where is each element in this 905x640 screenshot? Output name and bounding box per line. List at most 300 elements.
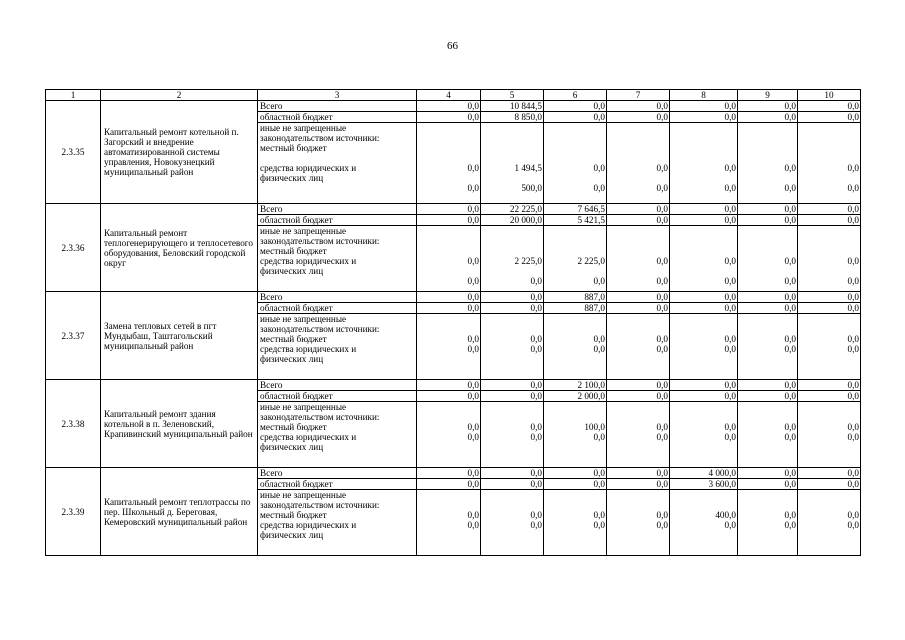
value-line	[738, 246, 797, 256]
source-line: средства юридических и	[260, 520, 357, 530]
value-line: 0,0	[847, 344, 859, 354]
value-line	[481, 173, 543, 183]
value-line: 0,0	[467, 163, 479, 173]
value-line	[481, 143, 543, 153]
value-line: 2 225,0	[577, 256, 605, 266]
value-cell: 4 000,0	[670, 468, 738, 479]
value-cell: 0,0	[481, 391, 544, 402]
column-header: 7	[607, 90, 670, 101]
value-cell: 0,0	[670, 391, 738, 402]
funding-source: областной бюджет	[258, 112, 417, 123]
item-code: 2.3.39	[46, 468, 101, 556]
value-line: 0,0	[656, 432, 668, 442]
value-line	[670, 324, 737, 334]
value-line: 0,0	[656, 183, 668, 193]
value-line: 0,0	[724, 520, 736, 530]
value-line	[481, 412, 543, 422]
value-line	[798, 266, 860, 276]
value-cell: 0,0	[670, 215, 738, 226]
value-cell: 0,0	[417, 391, 481, 402]
value-line	[798, 193, 860, 203]
value-line: 0,0	[467, 183, 479, 193]
value-line: 0,0	[724, 256, 736, 266]
value-cell: 0,0	[544, 479, 607, 490]
value-cell: 0,0	[670, 292, 738, 303]
value-cell: 0,0	[607, 101, 670, 112]
value-line	[738, 143, 797, 153]
value-line	[544, 354, 606, 364]
value-line: 0,0	[593, 344, 605, 354]
value-line	[798, 314, 860, 324]
source-line: законодательством источники:	[260, 324, 380, 334]
source-line	[260, 153, 414, 163]
source-line: физических лиц	[260, 173, 324, 183]
value-cell: 0,0	[417, 380, 481, 391]
value-line	[798, 530, 860, 540]
value-line: 0,0	[593, 432, 605, 442]
value-cell: 0,0	[607, 204, 670, 215]
source-line: иные не запрещенные	[260, 314, 347, 324]
value-line: 0,0	[593, 183, 605, 193]
funding-source: Всего	[258, 101, 417, 112]
value-line: 400,0	[715, 510, 736, 520]
value-line	[738, 490, 797, 500]
table-row	[46, 380, 861, 391]
value-cell: 0,0	[798, 112, 861, 123]
value-line: 0,0	[784, 183, 796, 193]
value-cell: 0,0	[481, 380, 544, 391]
funding-source: Всего	[258, 204, 417, 215]
value-line	[544, 412, 606, 422]
value-line: 0,0	[724, 432, 736, 442]
value-line: 0,0	[467, 432, 479, 442]
value-line	[481, 354, 543, 364]
value-line	[544, 236, 606, 246]
column-header: 5	[481, 90, 544, 101]
value-line	[607, 173, 669, 183]
value-line: 0,0	[467, 276, 479, 286]
value-line	[544, 530, 606, 540]
value-cell	[798, 402, 861, 468]
value-cell: 7 646,5	[544, 204, 607, 215]
value-line	[607, 490, 669, 500]
value-line	[607, 314, 669, 324]
value-line	[417, 442, 480, 452]
funding-source: Всего	[258, 468, 417, 479]
value-line	[481, 442, 543, 452]
value-line: 0,0	[656, 276, 668, 286]
source-line: местный бюджет	[260, 422, 327, 432]
funding-source: областной бюджет	[258, 479, 417, 490]
value-line	[544, 133, 606, 143]
value-cell	[738, 226, 798, 292]
value-line	[481, 153, 543, 163]
value-line	[738, 412, 797, 422]
value-line: 0,0	[593, 510, 605, 520]
column-header: 3	[258, 90, 417, 101]
value-line: 0,0	[467, 520, 479, 530]
value-line: 0,0	[847, 422, 859, 432]
value-line	[481, 530, 543, 540]
value-cell: 0,0	[607, 215, 670, 226]
value-cell: 0,0	[670, 101, 738, 112]
value-line	[670, 123, 737, 133]
value-line	[670, 402, 737, 412]
value-cell: 0,0	[798, 380, 861, 391]
value-line	[417, 412, 480, 422]
value-line	[481, 402, 543, 412]
value-cell: 0,0	[607, 303, 670, 314]
value-line	[544, 266, 606, 276]
value-line	[738, 354, 797, 364]
value-cell: 0,0	[798, 292, 861, 303]
value-line	[417, 246, 480, 256]
value-cell: 0,0	[417, 303, 481, 314]
value-cell	[670, 226, 738, 292]
value-line	[670, 442, 737, 452]
value-cell	[670, 402, 738, 468]
value-line: 0,0	[530, 510, 542, 520]
funding-source: областной бюджет	[258, 391, 417, 402]
table-row	[46, 101, 861, 112]
value-cell: 0,0	[607, 479, 670, 490]
column-number-row	[46, 90, 861, 101]
value-line	[607, 133, 669, 143]
value-cell: 0,0	[481, 292, 544, 303]
value-line	[417, 500, 480, 510]
item-name: Капитальный ремонт здания котельной в п. Зеленовский, Крапивинский муниципальный район	[101, 380, 258, 468]
value-line	[417, 123, 480, 133]
value-line	[798, 490, 860, 500]
value-line	[738, 133, 797, 143]
value-line	[544, 153, 606, 163]
table-row	[46, 292, 861, 303]
value-line: 0,0	[847, 334, 859, 344]
value-cell: 0,0	[738, 380, 798, 391]
value-line: 500,0	[521, 183, 542, 193]
value-line: 1 494,5	[514, 163, 542, 173]
table-row	[46, 468, 861, 479]
value-line	[607, 226, 669, 236]
value-line	[544, 193, 606, 203]
value-line	[798, 226, 860, 236]
value-cell: 0,0	[670, 204, 738, 215]
source-line: физических лиц	[260, 266, 324, 276]
funding-source: Всего	[258, 292, 417, 303]
value-cell: 0,0	[417, 112, 481, 123]
value-line	[670, 354, 737, 364]
value-cell: 0,0	[607, 468, 670, 479]
value-line: 0,0	[656, 256, 668, 266]
source-line: средства юридических и	[260, 344, 357, 354]
value-cell	[670, 490, 738, 556]
value-line	[670, 173, 737, 183]
value-line: 0,0	[724, 163, 736, 173]
value-cell: 0,0	[798, 479, 861, 490]
source-line: местный бюджет	[260, 143, 327, 153]
value-cell	[544, 123, 607, 204]
value-line	[670, 153, 737, 163]
value-cell: 0,0	[798, 101, 861, 112]
value-line	[670, 236, 737, 246]
value-cell	[417, 490, 481, 556]
value-line	[544, 442, 606, 452]
value-line	[798, 412, 860, 422]
value-line	[417, 193, 480, 203]
funding-source-other	[258, 123, 417, 204]
value-cell: 3 600,0	[670, 479, 738, 490]
value-cell: 887,0	[544, 303, 607, 314]
value-line	[670, 193, 737, 203]
value-line	[607, 500, 669, 510]
value-line	[481, 490, 543, 500]
column-header: 8	[670, 90, 738, 101]
value-cell: 2 000,0	[544, 391, 607, 402]
value-cell	[417, 314, 481, 380]
value-line	[738, 153, 797, 163]
value-line	[670, 500, 737, 510]
value-line: 0,0	[784, 276, 796, 286]
value-cell	[481, 314, 544, 380]
value-line	[544, 490, 606, 500]
value-cell	[607, 402, 670, 468]
value-line: 0,0	[847, 256, 859, 266]
value-cell: 0,0	[798, 204, 861, 215]
value-cell: 20 000,0	[481, 215, 544, 226]
value-line: 0,0	[847, 510, 859, 520]
value-line	[738, 402, 797, 412]
value-line: 0,0	[847, 520, 859, 530]
column-header: 6	[544, 90, 607, 101]
value-line: 0,0	[784, 510, 796, 520]
value-cell: 0,0	[798, 391, 861, 402]
value-line: 0,0	[656, 520, 668, 530]
value-cell: 0,0	[417, 292, 481, 303]
value-line	[670, 266, 737, 276]
value-cell: 0,0	[417, 204, 481, 215]
value-line	[670, 490, 737, 500]
value-line: 0,0	[530, 432, 542, 442]
value-cell: 887,0	[544, 292, 607, 303]
value-line: 0,0	[530, 334, 542, 344]
value-line	[417, 530, 480, 540]
funding-source: областной бюджет	[258, 303, 417, 314]
value-line: 0,0	[593, 276, 605, 286]
value-line	[798, 133, 860, 143]
value-line	[607, 193, 669, 203]
value-cell: 2 100,0	[544, 380, 607, 391]
value-cell: 0,0	[738, 468, 798, 479]
value-line	[607, 236, 669, 246]
value-line	[417, 354, 480, 364]
value-line	[607, 143, 669, 153]
value-line: 0,0	[530, 422, 542, 432]
source-line: законодательством источники:	[260, 500, 380, 510]
value-line	[798, 354, 860, 364]
value-cell: 0,0	[544, 101, 607, 112]
value-line	[544, 226, 606, 236]
value-cell: 0,0	[481, 303, 544, 314]
value-cell: 8 850,0	[481, 112, 544, 123]
value-line	[544, 246, 606, 256]
funding-source: Всего	[258, 380, 417, 391]
source-line: физических лиц	[260, 442, 324, 452]
value-line	[798, 324, 860, 334]
value-line	[798, 246, 860, 256]
value-line: 0,0	[656, 334, 668, 344]
value-line	[670, 133, 737, 143]
item-name: Капитальный ремонт теплотрассы по пер. Школьный д. Береговая, Кемеровский муниципальный район	[101, 468, 258, 556]
value-cell	[481, 226, 544, 292]
source-line: иные не запрещенные	[260, 226, 347, 236]
value-cell: 10 844,5	[481, 101, 544, 112]
value-line	[738, 236, 797, 246]
value-line: 0,0	[784, 334, 796, 344]
value-line	[607, 402, 669, 412]
value-line: 0,0	[656, 344, 668, 354]
table-row	[46, 204, 861, 215]
column-header: 10	[798, 90, 861, 101]
value-cell	[738, 490, 798, 556]
value-cell: 0,0	[738, 101, 798, 112]
value-line: 0,0	[724, 334, 736, 344]
value-line: 0,0	[467, 344, 479, 354]
value-line	[544, 314, 606, 324]
source-line: физических лиц	[260, 354, 324, 364]
value-line: 2 225,0	[514, 256, 542, 266]
value-line	[607, 153, 669, 163]
value-line	[798, 442, 860, 452]
value-cell	[417, 226, 481, 292]
value-line: 0,0	[784, 520, 796, 530]
value-line	[417, 266, 480, 276]
value-line: 0,0	[467, 256, 479, 266]
item-code: 2.3.37	[46, 292, 101, 380]
value-cell	[607, 314, 670, 380]
value-line	[798, 236, 860, 246]
value-line	[607, 442, 669, 452]
value-cell: 0,0	[417, 101, 481, 112]
value-cell	[670, 123, 738, 204]
value-cell	[738, 123, 798, 204]
value-line: 0,0	[784, 344, 796, 354]
value-line: 0,0	[784, 163, 796, 173]
item-code: 2.3.36	[46, 204, 101, 292]
value-line	[738, 500, 797, 510]
value-line: 0,0	[656, 163, 668, 173]
value-line	[738, 314, 797, 324]
value-cell: 0,0	[417, 468, 481, 479]
value-cell	[607, 490, 670, 556]
value-cell: 0,0	[738, 479, 798, 490]
source-line: иные не запрещенные	[260, 490, 347, 500]
value-cell: 0,0	[607, 292, 670, 303]
value-line	[544, 173, 606, 183]
value-cell	[544, 226, 607, 292]
value-line: 0,0	[593, 334, 605, 344]
value-line	[417, 143, 480, 153]
item-code: 2.3.35	[46, 101, 101, 204]
value-line: 0,0	[724, 276, 736, 286]
column-header: 9	[738, 90, 798, 101]
value-line: 0,0	[847, 276, 859, 286]
value-cell	[798, 226, 861, 292]
value-cell	[798, 314, 861, 380]
value-cell: 0,0	[607, 391, 670, 402]
value-line	[738, 530, 797, 540]
value-line	[481, 266, 543, 276]
value-line	[607, 354, 669, 364]
value-cell	[481, 490, 544, 556]
value-line	[670, 530, 737, 540]
source-line: законодательством источники:	[260, 133, 380, 143]
funding-source: областной бюджет	[258, 215, 417, 226]
source-line: физических лиц	[260, 530, 324, 540]
value-line	[798, 500, 860, 510]
value-line: 100,0	[584, 422, 605, 432]
value-cell: 0,0	[738, 292, 798, 303]
value-line	[607, 412, 669, 422]
value-cell: 0,0	[544, 468, 607, 479]
column-header: 4	[417, 90, 481, 101]
value-line	[417, 173, 480, 183]
budget-table	[45, 89, 861, 556]
value-cell: 0,0	[798, 215, 861, 226]
value-cell: 0,0	[798, 303, 861, 314]
value-cell: 0,0	[607, 380, 670, 391]
value-line	[798, 173, 860, 183]
value-line	[481, 246, 543, 256]
value-cell	[738, 402, 798, 468]
value-line: 0,0	[530, 276, 542, 286]
value-cell: 0,0	[417, 479, 481, 490]
value-cell: 0,0	[798, 468, 861, 479]
value-line: 0,0	[847, 183, 859, 193]
value-line	[417, 236, 480, 246]
value-cell: 0,0	[738, 215, 798, 226]
source-line: местный бюджет	[260, 334, 327, 344]
value-line	[544, 402, 606, 412]
value-line: 0,0	[656, 422, 668, 432]
value-line	[738, 226, 797, 236]
value-line: 0,0	[530, 344, 542, 354]
value-line	[738, 442, 797, 452]
funding-source-other	[258, 226, 417, 292]
item-name: Замена тепловых сетей в пгт Мундыбаш, Таштагольский муниципальный район	[101, 292, 258, 380]
item-name: Капитальный ремонт теплогенерирующего и теплосетевого оборудования, Беловский городской округ	[101, 204, 258, 292]
value-line: 0,0	[724, 183, 736, 193]
value-cell	[607, 226, 670, 292]
value-cell	[481, 402, 544, 468]
value-line: 0,0	[847, 432, 859, 442]
value-line: 0,0	[724, 344, 736, 354]
value-cell	[544, 402, 607, 468]
value-cell: 0,0	[738, 112, 798, 123]
column-header: 2	[101, 90, 258, 101]
item-name: Капитальный ремонт котельной п. Загорский и внедрение автоматизированной системы управления, Новокузнецкий муниципальный район	[101, 101, 258, 204]
value-cell	[481, 123, 544, 204]
funding-source-other	[258, 314, 417, 380]
value-cell	[417, 402, 481, 468]
value-cell	[544, 490, 607, 556]
source-line: законодательством источники:	[260, 236, 380, 246]
value-cell: 0,0	[481, 468, 544, 479]
value-cell	[798, 123, 861, 204]
value-cell: 0,0	[670, 303, 738, 314]
source-line: местный бюджет	[260, 246, 327, 256]
value-line: 0,0	[656, 510, 668, 520]
source-line: средства юридических и	[260, 432, 357, 442]
